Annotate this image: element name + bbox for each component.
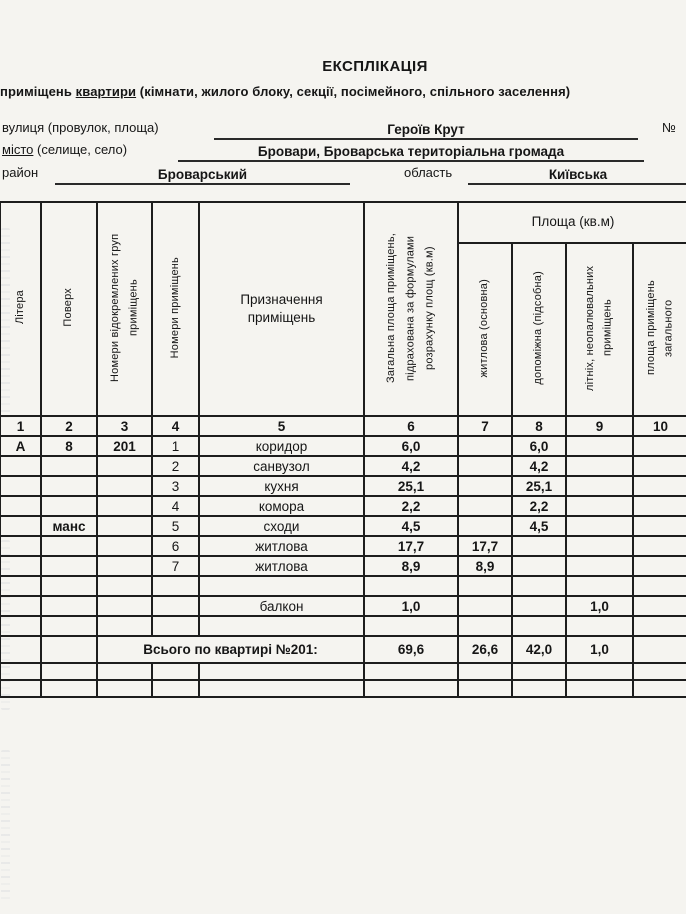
- table-row: [0, 596, 686, 616]
- table-row: [0, 576, 686, 596]
- explication-rows: [0, 436, 686, 636]
- cell-summer-area: [566, 663, 633, 680]
- header-floor: [41, 202, 97, 416]
- document-title: ЕКСПЛІКАЦІЯ: [322, 58, 428, 75]
- cell-floor: [41, 456, 97, 476]
- cell-living-area: [458, 596, 512, 616]
- cell-litera: [0, 636, 41, 663]
- cell-room-number: 3: [152, 476, 199, 496]
- cell-group-number: [97, 616, 152, 636]
- cell-total-area: [364, 576, 458, 596]
- cell-total-area: 4,2: [364, 456, 458, 476]
- cell-room-number: [152, 596, 199, 616]
- header-summer-area: [566, 243, 633, 416]
- cell-group-number: [97, 476, 152, 496]
- cell-room-number: 5: [152, 516, 199, 536]
- header-floor-label: Поверх: [62, 288, 75, 327]
- cell-living-area: [458, 436, 512, 456]
- table-row: [0, 496, 686, 516]
- table-row: [0, 436, 686, 456]
- cell-summer-area: [566, 616, 633, 636]
- cell-litera: [0, 556, 41, 576]
- col-number-9: 9: [566, 416, 633, 436]
- cell-living-area: [458, 616, 512, 636]
- table-row: [0, 476, 686, 496]
- street-value: Героїв Крут: [214, 122, 638, 140]
- cell-living-area: [458, 516, 512, 536]
- total-living-value: 26,6: [458, 636, 512, 663]
- cell-total-area: [364, 680, 458, 697]
- cell-room-name: житлова: [199, 536, 364, 556]
- cell-room-name: коридор: [199, 436, 364, 456]
- district-value: Броварський: [55, 167, 350, 185]
- cell-room-number: 7: [152, 556, 199, 576]
- cell-living-area: [458, 663, 512, 680]
- street-label: вулиця (провулок, площа): [2, 120, 159, 135]
- scan-artifact: [1, 750, 10, 900]
- cell-total-area: 4,5: [364, 516, 458, 536]
- cell-living-area: 17,7: [458, 536, 512, 556]
- cell-room-number: 1: [152, 436, 199, 456]
- cell-floor: [41, 636, 97, 663]
- column-number-row: [0, 416, 686, 436]
- col-number-6: 6: [364, 416, 458, 436]
- header-group-numbers-label: Номери відокремлених груп приміщень: [108, 233, 140, 382]
- region-label: область: [404, 165, 453, 180]
- cell-room-number: [152, 616, 199, 636]
- cell-room-number: [152, 663, 199, 680]
- cell-room-name: [199, 680, 364, 697]
- col-number-10: 10: [633, 416, 686, 436]
- cell-litera: [0, 576, 41, 596]
- cell-floor: 8: [41, 436, 97, 456]
- table-row: [0, 616, 686, 636]
- cell-floor: [41, 680, 97, 697]
- cell-group-number: [97, 456, 152, 476]
- subtitle-prefix: приміщень: [0, 84, 76, 99]
- cell-common-area: [633, 496, 686, 516]
- total-summer-value: 1,0: [566, 636, 633, 663]
- cell-aux-area: 2,2: [512, 496, 566, 516]
- table-row: [0, 556, 686, 576]
- cell-floor: [41, 476, 97, 496]
- cell-aux-area: [512, 680, 566, 697]
- cell-room-name: житлова: [199, 556, 364, 576]
- cell-total-area: 8,9: [364, 556, 458, 576]
- cell-floor: [41, 616, 97, 636]
- cell-room-number: [152, 680, 199, 697]
- city-value: Бровари, Броварська територіальна громада: [178, 144, 644, 162]
- cell-room-name: [199, 616, 364, 636]
- header-group-numbers: [97, 202, 152, 416]
- document-subtitle: [0, 84, 686, 99]
- col-number-7: 7: [458, 416, 512, 436]
- col-number-2: 2: [41, 416, 97, 436]
- cell-living-area: [458, 496, 512, 516]
- cell-room-name: сходи: [199, 516, 364, 536]
- cell-group-number: 201: [97, 436, 152, 456]
- cell-room-number: 4: [152, 496, 199, 516]
- header-common-area: [633, 243, 686, 416]
- cell-floor: [41, 596, 97, 616]
- cell-common-area: [633, 616, 686, 636]
- cell-litera: [0, 516, 41, 536]
- cell-group-number: [97, 663, 152, 680]
- cell-aux-area: 6,0: [512, 436, 566, 456]
- cell-litera: [0, 596, 41, 616]
- cell-aux-area: 25,1: [512, 476, 566, 496]
- cell-total-area: 6,0: [364, 436, 458, 456]
- cell-living-area: [458, 680, 512, 697]
- col-number-1: 1: [0, 416, 41, 436]
- header-purpose-label: Призначення приміщень: [240, 291, 323, 325]
- col-number-4: 4: [152, 416, 199, 436]
- col-number-8: 8: [512, 416, 566, 436]
- number-label: №: [662, 120, 676, 135]
- cell-room-number: [152, 576, 199, 596]
- header-purpose: [199, 202, 364, 416]
- header-litera: [0, 202, 41, 416]
- cell-common-area: [633, 576, 686, 596]
- cell-summer-area: [566, 536, 633, 556]
- cell-litera: [0, 680, 41, 697]
- cell-common-area: [633, 476, 686, 496]
- cell-aux-area: 4,5: [512, 516, 566, 536]
- header-row-top: [0, 202, 686, 243]
- cell-common-area: [633, 596, 686, 616]
- cell-group-number: [97, 536, 152, 556]
- cell-summer-area: 1,0: [566, 596, 633, 616]
- cell-living-area: [458, 576, 512, 596]
- cell-room-name: [199, 663, 364, 680]
- cell-total-area: 2,2: [364, 496, 458, 516]
- footer-rows: [0, 663, 686, 697]
- cell-aux-area: [512, 536, 566, 556]
- table-row: [0, 516, 686, 536]
- cell-room-name: [199, 576, 364, 596]
- header-living-area: [458, 243, 512, 416]
- cell-litera: А: [0, 436, 41, 456]
- total-common-value: [633, 636, 686, 663]
- street-line: [0, 118, 686, 140]
- cell-litera: [0, 456, 41, 476]
- table-row: [0, 536, 686, 556]
- cell-summer-area: [566, 476, 633, 496]
- cell-summer-area: [566, 436, 633, 456]
- cell-summer-area: [566, 516, 633, 536]
- cell-litera: [0, 616, 41, 636]
- cell-total-area: [364, 663, 458, 680]
- cell-aux-area: [512, 576, 566, 596]
- cell-litera: [0, 536, 41, 556]
- cell-group-number: [97, 556, 152, 576]
- cell-floor: [41, 496, 97, 516]
- header-total-area-label: Загальна площа приміщень, підрахована за формулами розрахунку площ (кв.м): [385, 232, 436, 383]
- cell-common-area: [633, 536, 686, 556]
- total-aux-value: 42,0: [512, 636, 566, 663]
- cell-total-area: [364, 616, 458, 636]
- cell-floor: [41, 576, 97, 596]
- cell-aux-area: 4,2: [512, 456, 566, 476]
- cell-living-area: 8,9: [458, 556, 512, 576]
- header-litera-label: Літера: [13, 290, 26, 325]
- header-common-area-label: площа приміщень загального: [644, 280, 675, 376]
- header-area-group: [458, 202, 686, 243]
- cell-total-area: 1,0: [364, 596, 458, 616]
- cell-room-name: комора: [199, 496, 364, 516]
- region-value: Київська: [468, 167, 686, 185]
- table-row: [0, 663, 686, 680]
- cell-floor: [41, 663, 97, 680]
- cell-aux-area: [512, 663, 566, 680]
- total-row: [0, 636, 686, 663]
- cell-room-number: 6: [152, 536, 199, 556]
- cell-common-area: [633, 516, 686, 536]
- cell-group-number: [97, 596, 152, 616]
- cell-common-area: [633, 436, 686, 456]
- cell-room-name: балкон: [199, 596, 364, 616]
- city-label-underlined: місто: [2, 142, 34, 157]
- cell-litera: [0, 496, 41, 516]
- cell-living-area: [458, 476, 512, 496]
- cell-room-name: кухня: [199, 476, 364, 496]
- cell-floor: [41, 536, 97, 556]
- col-number-3: 3: [97, 416, 152, 436]
- cell-group-number: [97, 496, 152, 516]
- cell-summer-area: [566, 576, 633, 596]
- cell-aux-area: [512, 616, 566, 636]
- cell-group-number: [97, 680, 152, 697]
- header-room-numbers: [152, 202, 199, 416]
- header-area-group-label: Площа (кв.м): [531, 214, 615, 230]
- cell-aux-area: [512, 556, 566, 576]
- total-area-value: 69,6: [364, 636, 458, 663]
- header-aux-area-label: допоміжна (підсобна): [532, 271, 545, 385]
- table-row: [0, 680, 686, 697]
- cell-room-number: 2: [152, 456, 199, 476]
- subtitle-suffix: (кімнати, жилого блоку, секції, посімейного, спільного заселення): [136, 84, 571, 99]
- total-label: Всього по квартирі №201:: [97, 636, 364, 663]
- city-label-rest: (селище, село): [33, 142, 128, 157]
- city-line: [0, 140, 686, 162]
- district-region-line: [0, 163, 686, 185]
- cell-total-area: 17,7: [364, 536, 458, 556]
- header-summer-area-label: літніх, неопалювальних приміщень: [583, 265, 614, 391]
- cell-litera: [0, 476, 41, 496]
- cell-summer-area: [566, 680, 633, 697]
- col-number-5: 5: [199, 416, 364, 436]
- cell-group-number: [97, 516, 152, 536]
- header-aux-area: [512, 243, 566, 416]
- cell-common-area: [633, 556, 686, 576]
- cell-litera: [0, 663, 41, 680]
- cell-aux-area: [512, 596, 566, 616]
- cell-common-area: [633, 680, 686, 697]
- cell-room-name: санвузол: [199, 456, 364, 476]
- cell-living-area: [458, 456, 512, 476]
- subtitle-underlined-word: квартири: [75, 84, 137, 99]
- table-row: [0, 456, 686, 476]
- cell-group-number: [97, 576, 152, 596]
- cell-total-area: 25,1: [364, 476, 458, 496]
- header-room-numbers-label: Номери приміщень: [168, 256, 181, 359]
- cell-floor: [41, 556, 97, 576]
- cell-summer-area: [566, 456, 633, 476]
- city-label: [2, 142, 127, 157]
- cell-common-area: [633, 456, 686, 476]
- cell-common-area: [633, 663, 686, 680]
- cell-summer-area: [566, 496, 633, 516]
- header-total-area: [364, 202, 458, 416]
- header-living-area-label: житлова (основна): [478, 278, 491, 378]
- cell-summer-area: [566, 556, 633, 576]
- district-label: район: [2, 165, 39, 180]
- cell-floor: манс: [41, 516, 97, 536]
- explication-table: [0, 201, 686, 698]
